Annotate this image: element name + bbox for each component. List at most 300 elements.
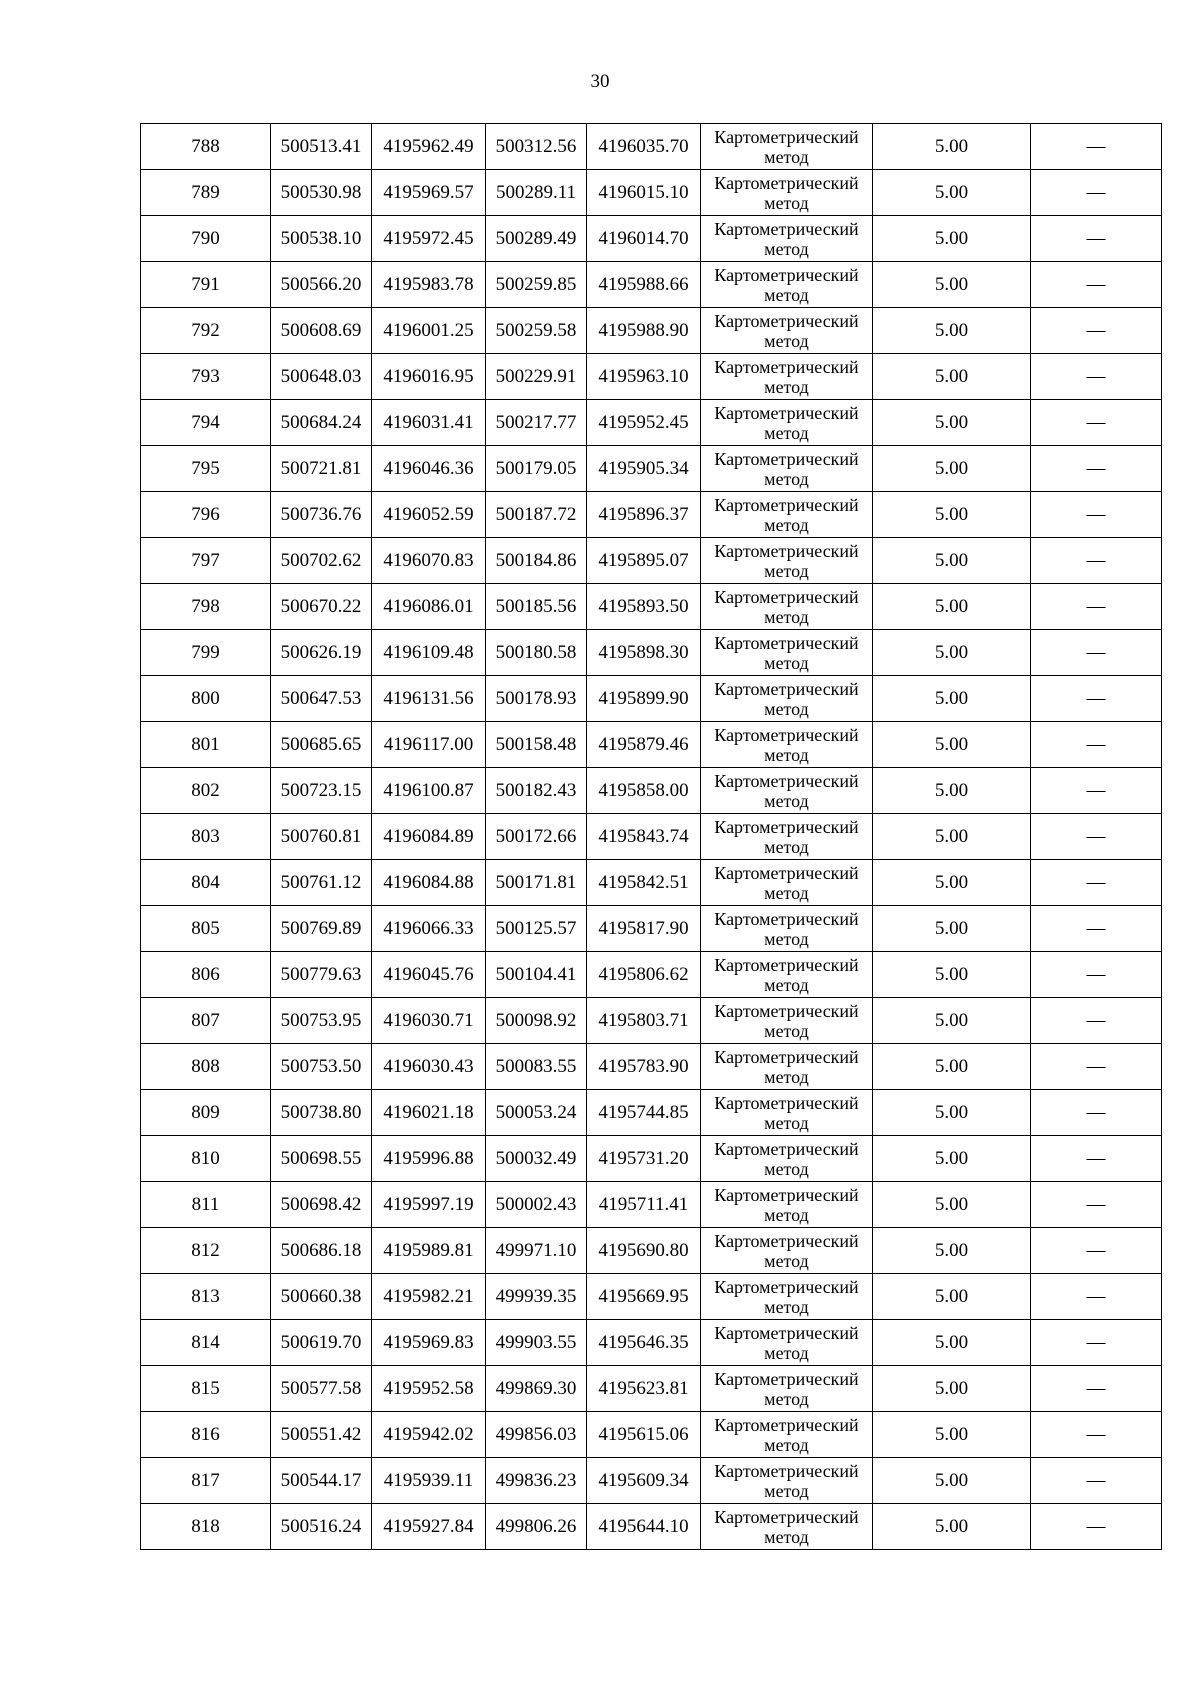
method-text: Картометрический метод bbox=[714, 1368, 859, 1409]
cell-y-coordinate-2: 4195623.81 bbox=[587, 1366, 701, 1412]
cell-x-coordinate-2: 500184.86 bbox=[486, 538, 587, 584]
table-row bbox=[141, 1458, 1162, 1504]
cell-point-number: 814 bbox=[141, 1320, 271, 1366]
cell-accuracy: 5.00 bbox=[873, 952, 1031, 998]
note-dash: — bbox=[1086, 826, 1106, 847]
cell-point-number: 809 bbox=[141, 1090, 271, 1136]
cell-x-coordinate-1: 500736.76 bbox=[271, 492, 372, 538]
cell-y-coordinate-1: 4196131.56 bbox=[372, 676, 486, 722]
cell-accuracy: 5.00 bbox=[873, 906, 1031, 952]
note-dash: — bbox=[1086, 918, 1106, 939]
cell-accuracy: 5.00 bbox=[873, 1090, 1031, 1136]
cell-accuracy: 5.00 bbox=[873, 1136, 1031, 1182]
cell-point-number: 808 bbox=[141, 1044, 271, 1090]
cell-x-coordinate-2: 500083.55 bbox=[486, 1044, 587, 1090]
cell-x-coordinate-2: 499806.26 bbox=[486, 1504, 587, 1550]
table-row bbox=[141, 216, 1162, 262]
cell-point-number: 793 bbox=[141, 354, 271, 400]
cell-x-coordinate-1: 500619.70 bbox=[271, 1320, 372, 1366]
cell-x-coordinate-2: 500158.48 bbox=[486, 722, 587, 768]
note-dash: — bbox=[1086, 1424, 1106, 1445]
cell-method bbox=[701, 1412, 873, 1458]
cell-x-coordinate-1: 500753.50 bbox=[271, 1044, 372, 1090]
method-text: Картометрический метод bbox=[714, 770, 859, 811]
cell-x-coordinate-2: 500178.93 bbox=[486, 676, 587, 722]
cell-point-number: 810 bbox=[141, 1136, 271, 1182]
cell-y-coordinate-1: 4195942.02 bbox=[372, 1412, 486, 1458]
cell-y-coordinate-1: 4196084.89 bbox=[372, 814, 486, 860]
table-row bbox=[141, 1366, 1162, 1412]
cell-x-coordinate-2: 500259.58 bbox=[486, 308, 587, 354]
cell-y-coordinate-1: 4195989.81 bbox=[372, 1228, 486, 1274]
cell-point-number: 789 bbox=[141, 170, 271, 216]
cell-point-number: 817 bbox=[141, 1458, 271, 1504]
method-text: Картометрический метод bbox=[714, 632, 859, 673]
cell-accuracy: 5.00 bbox=[873, 124, 1031, 170]
cell-accuracy: 5.00 bbox=[873, 492, 1031, 538]
note-dash: — bbox=[1086, 596, 1106, 617]
cell-method bbox=[701, 262, 873, 308]
cell-point-number: 788 bbox=[141, 124, 271, 170]
cell-note bbox=[1031, 538, 1162, 584]
cell-note bbox=[1031, 1320, 1162, 1366]
cell-accuracy: 5.00 bbox=[873, 676, 1031, 722]
cell-y-coordinate-2: 4195842.51 bbox=[587, 860, 701, 906]
table-row bbox=[141, 400, 1162, 446]
method-text: Картометрический метод bbox=[714, 540, 859, 581]
cell-x-coordinate-1: 500538.10 bbox=[271, 216, 372, 262]
cell-point-number: 791 bbox=[141, 262, 271, 308]
cell-accuracy: 5.00 bbox=[873, 584, 1031, 630]
table-row bbox=[141, 1274, 1162, 1320]
cell-note bbox=[1031, 584, 1162, 630]
cell-y-coordinate-2: 4195731.20 bbox=[587, 1136, 701, 1182]
cell-y-coordinate-2: 4195744.85 bbox=[587, 1090, 701, 1136]
cell-point-number: 805 bbox=[141, 906, 271, 952]
cell-y-coordinate-2: 4195988.66 bbox=[587, 262, 701, 308]
table-row bbox=[141, 170, 1162, 216]
method-text: Картометрический метод bbox=[714, 172, 859, 213]
cell-method bbox=[701, 446, 873, 492]
cell-note bbox=[1031, 124, 1162, 170]
cell-y-coordinate-2: 4195783.90 bbox=[587, 1044, 701, 1090]
cell-method bbox=[701, 814, 873, 860]
note-dash: — bbox=[1086, 412, 1106, 433]
cell-x-coordinate-1: 500516.24 bbox=[271, 1504, 372, 1550]
cell-y-coordinate-1: 4196070.83 bbox=[372, 538, 486, 584]
note-dash: — bbox=[1086, 366, 1106, 387]
cell-point-number: 815 bbox=[141, 1366, 271, 1412]
cell-y-coordinate-2: 4195893.50 bbox=[587, 584, 701, 630]
table-row bbox=[141, 1504, 1162, 1550]
cell-note bbox=[1031, 952, 1162, 998]
cell-x-coordinate-2: 499869.30 bbox=[486, 1366, 587, 1412]
cell-point-number: 807 bbox=[141, 998, 271, 1044]
cell-method bbox=[701, 354, 873, 400]
table-row bbox=[141, 262, 1162, 308]
cell-point-number: 802 bbox=[141, 768, 271, 814]
note-dash: — bbox=[1086, 182, 1106, 203]
cell-method bbox=[701, 1504, 873, 1550]
cell-accuracy: 5.00 bbox=[873, 1228, 1031, 1274]
cell-x-coordinate-1: 500723.15 bbox=[271, 768, 372, 814]
note-dash: — bbox=[1086, 550, 1106, 571]
cell-y-coordinate-2: 4195899.90 bbox=[587, 676, 701, 722]
cell-y-coordinate-1: 4195939.11 bbox=[372, 1458, 486, 1504]
note-dash: — bbox=[1086, 1148, 1106, 1169]
cell-note bbox=[1031, 998, 1162, 1044]
cell-method bbox=[701, 1182, 873, 1228]
table-row bbox=[141, 722, 1162, 768]
cell-x-coordinate-2: 500312.56 bbox=[486, 124, 587, 170]
table-row bbox=[141, 1320, 1162, 1366]
cell-accuracy: 5.00 bbox=[873, 814, 1031, 860]
cell-accuracy: 5.00 bbox=[873, 354, 1031, 400]
method-text: Картометрический метод bbox=[714, 586, 859, 627]
cell-x-coordinate-2: 500172.66 bbox=[486, 814, 587, 860]
cell-y-coordinate-1: 4196066.33 bbox=[372, 906, 486, 952]
cell-y-coordinate-1: 4196030.43 bbox=[372, 1044, 486, 1090]
cell-note bbox=[1031, 400, 1162, 446]
cell-note bbox=[1031, 1504, 1162, 1550]
cell-method bbox=[701, 1044, 873, 1090]
cell-y-coordinate-1: 4196084.88 bbox=[372, 860, 486, 906]
method-text: Картометрический метод bbox=[714, 1460, 859, 1501]
cell-y-coordinate-2: 4195806.62 bbox=[587, 952, 701, 998]
note-dash: — bbox=[1086, 1332, 1106, 1353]
cell-x-coordinate-2: 500187.72 bbox=[486, 492, 587, 538]
method-text: Картометрический метод bbox=[714, 816, 859, 857]
cell-note bbox=[1031, 1044, 1162, 1090]
cell-point-number: 795 bbox=[141, 446, 271, 492]
cell-x-coordinate-1: 500660.38 bbox=[271, 1274, 372, 1320]
cell-method bbox=[701, 538, 873, 584]
note-dash: — bbox=[1086, 688, 1106, 709]
cell-method bbox=[701, 492, 873, 538]
cell-method bbox=[701, 170, 873, 216]
cell-y-coordinate-2: 4196035.70 bbox=[587, 124, 701, 170]
cell-x-coordinate-2: 500179.05 bbox=[486, 446, 587, 492]
cell-note bbox=[1031, 1136, 1162, 1182]
cell-point-number: 797 bbox=[141, 538, 271, 584]
method-text: Картометрический метод bbox=[714, 1092, 859, 1133]
cell-note bbox=[1031, 1274, 1162, 1320]
cell-point-number: 818 bbox=[141, 1504, 271, 1550]
table-row bbox=[141, 446, 1162, 492]
cell-y-coordinate-1: 4195982.21 bbox=[372, 1274, 486, 1320]
cell-method bbox=[701, 1136, 873, 1182]
cell-accuracy: 5.00 bbox=[873, 1412, 1031, 1458]
cell-x-coordinate-1: 500738.80 bbox=[271, 1090, 372, 1136]
note-dash: — bbox=[1086, 734, 1106, 755]
cell-note bbox=[1031, 308, 1162, 354]
cell-point-number: 811 bbox=[141, 1182, 271, 1228]
cell-accuracy: 5.00 bbox=[873, 998, 1031, 1044]
method-text: Картометрический метод bbox=[714, 310, 859, 351]
note-dash: — bbox=[1086, 1516, 1106, 1537]
cell-point-number: 796 bbox=[141, 492, 271, 538]
method-text: Картометрический метод bbox=[714, 1000, 859, 1041]
cell-method bbox=[701, 400, 873, 446]
cell-y-coordinate-2: 4195896.37 bbox=[587, 492, 701, 538]
cell-accuracy: 5.00 bbox=[873, 860, 1031, 906]
cell-x-coordinate-1: 500513.41 bbox=[271, 124, 372, 170]
cell-y-coordinate-2: 4195879.46 bbox=[587, 722, 701, 768]
cell-method bbox=[701, 952, 873, 998]
table-body bbox=[141, 124, 1162, 1550]
table-row bbox=[141, 906, 1162, 952]
cell-method bbox=[701, 676, 873, 722]
cell-note bbox=[1031, 446, 1162, 492]
cell-x-coordinate-2: 499939.35 bbox=[486, 1274, 587, 1320]
cell-y-coordinate-1: 4195997.19 bbox=[372, 1182, 486, 1228]
note-dash: — bbox=[1086, 228, 1106, 249]
method-text: Картометрический метод bbox=[714, 1414, 859, 1455]
cell-x-coordinate-2: 500171.81 bbox=[486, 860, 587, 906]
note-dash: — bbox=[1086, 1010, 1106, 1031]
note-dash: — bbox=[1086, 504, 1106, 525]
table-row bbox=[141, 1044, 1162, 1090]
cell-y-coordinate-2: 4195952.45 bbox=[587, 400, 701, 446]
cell-y-coordinate-1: 4195996.88 bbox=[372, 1136, 486, 1182]
cell-method bbox=[701, 906, 873, 952]
table-row bbox=[141, 584, 1162, 630]
cell-point-number: 799 bbox=[141, 630, 271, 676]
cell-y-coordinate-2: 4195817.90 bbox=[587, 906, 701, 952]
note-dash: — bbox=[1086, 136, 1106, 157]
cell-point-number: 792 bbox=[141, 308, 271, 354]
method-text: Картометрический метод bbox=[714, 862, 859, 903]
note-dash: — bbox=[1086, 274, 1106, 295]
cell-point-number: 798 bbox=[141, 584, 271, 630]
cell-note bbox=[1031, 354, 1162, 400]
cell-accuracy: 5.00 bbox=[873, 768, 1031, 814]
cell-accuracy: 5.00 bbox=[873, 722, 1031, 768]
cell-accuracy: 5.00 bbox=[873, 170, 1031, 216]
cell-y-coordinate-1: 4195927.84 bbox=[372, 1504, 486, 1550]
cell-y-coordinate-1: 4196001.25 bbox=[372, 308, 486, 354]
cell-x-coordinate-2: 500182.43 bbox=[486, 768, 587, 814]
cell-x-coordinate-2: 500229.91 bbox=[486, 354, 587, 400]
cell-note bbox=[1031, 1412, 1162, 1458]
note-dash: — bbox=[1086, 320, 1106, 341]
cell-method bbox=[701, 722, 873, 768]
table-row bbox=[141, 1136, 1162, 1182]
cell-x-coordinate-1: 500608.69 bbox=[271, 308, 372, 354]
cell-accuracy: 5.00 bbox=[873, 1366, 1031, 1412]
cell-y-coordinate-1: 4196045.76 bbox=[372, 952, 486, 998]
note-dash: — bbox=[1086, 872, 1106, 893]
cell-y-coordinate-2: 4195843.74 bbox=[587, 814, 701, 860]
cell-note bbox=[1031, 814, 1162, 860]
cell-note bbox=[1031, 1182, 1162, 1228]
cell-x-coordinate-1: 500721.81 bbox=[271, 446, 372, 492]
cell-x-coordinate-1: 500648.03 bbox=[271, 354, 372, 400]
cell-method bbox=[701, 216, 873, 262]
cell-x-coordinate-2: 499903.55 bbox=[486, 1320, 587, 1366]
cell-accuracy: 5.00 bbox=[873, 538, 1031, 584]
coordinates-table bbox=[140, 123, 1162, 1550]
cell-x-coordinate-1: 500686.18 bbox=[271, 1228, 372, 1274]
cell-x-coordinate-2: 500125.57 bbox=[486, 906, 587, 952]
cell-y-coordinate-1: 4195952.58 bbox=[372, 1366, 486, 1412]
method-text: Картометрический метод bbox=[714, 1230, 859, 1271]
cell-note bbox=[1031, 1366, 1162, 1412]
cell-x-coordinate-2: 500098.92 bbox=[486, 998, 587, 1044]
note-dash: — bbox=[1086, 1240, 1106, 1261]
table-row bbox=[141, 124, 1162, 170]
cell-y-coordinate-1: 4195969.57 bbox=[372, 170, 486, 216]
cell-x-coordinate-2: 500104.41 bbox=[486, 952, 587, 998]
note-dash: — bbox=[1086, 1056, 1106, 1077]
cell-x-coordinate-2: 500289.49 bbox=[486, 216, 587, 262]
cell-method bbox=[701, 1090, 873, 1136]
cell-x-coordinate-1: 500566.20 bbox=[271, 262, 372, 308]
cell-x-coordinate-1: 500698.42 bbox=[271, 1182, 372, 1228]
method-text: Картометрический метод bbox=[714, 1046, 859, 1087]
cell-x-coordinate-1: 500544.17 bbox=[271, 1458, 372, 1504]
table-row bbox=[141, 1412, 1162, 1458]
cell-note bbox=[1031, 906, 1162, 952]
cell-point-number: 804 bbox=[141, 860, 271, 906]
cell-method bbox=[701, 308, 873, 354]
cell-method bbox=[701, 768, 873, 814]
method-text: Картометрический метод bbox=[714, 448, 859, 489]
cell-x-coordinate-2: 500217.77 bbox=[486, 400, 587, 446]
cell-x-coordinate-1: 500698.55 bbox=[271, 1136, 372, 1182]
cell-accuracy: 5.00 bbox=[873, 400, 1031, 446]
cell-x-coordinate-1: 500779.63 bbox=[271, 952, 372, 998]
method-text: Картометрический метод bbox=[714, 1138, 859, 1179]
note-dash: — bbox=[1086, 1194, 1106, 1215]
cell-method bbox=[701, 998, 873, 1044]
cell-y-coordinate-1: 4196030.71 bbox=[372, 998, 486, 1044]
table-row bbox=[141, 308, 1162, 354]
cell-point-number: 812 bbox=[141, 1228, 271, 1274]
cell-y-coordinate-1: 4196117.00 bbox=[372, 722, 486, 768]
method-text: Картометрический метод bbox=[714, 908, 859, 949]
cell-note bbox=[1031, 768, 1162, 814]
cell-method bbox=[701, 1274, 873, 1320]
cell-point-number: 800 bbox=[141, 676, 271, 722]
cell-x-coordinate-1: 500761.12 bbox=[271, 860, 372, 906]
cell-x-coordinate-1: 500769.89 bbox=[271, 906, 372, 952]
method-text: Картометрический метод bbox=[714, 678, 859, 719]
cell-point-number: 816 bbox=[141, 1412, 271, 1458]
method-text: Картометрический метод bbox=[714, 1322, 859, 1363]
cell-note bbox=[1031, 860, 1162, 906]
cell-method bbox=[701, 1228, 873, 1274]
cell-y-coordinate-2: 4196014.70 bbox=[587, 216, 701, 262]
cell-y-coordinate-1: 4195962.49 bbox=[372, 124, 486, 170]
cell-accuracy: 5.00 bbox=[873, 446, 1031, 492]
cell-y-coordinate-2: 4195644.10 bbox=[587, 1504, 701, 1550]
note-dash: — bbox=[1086, 780, 1106, 801]
cell-accuracy: 5.00 bbox=[873, 1274, 1031, 1320]
table-row bbox=[141, 1090, 1162, 1136]
cell-y-coordinate-1: 4196086.01 bbox=[372, 584, 486, 630]
cell-point-number: 794 bbox=[141, 400, 271, 446]
method-text: Картометрический метод bbox=[714, 218, 859, 259]
note-dash: — bbox=[1086, 1286, 1106, 1307]
table-row bbox=[141, 860, 1162, 906]
cell-accuracy: 5.00 bbox=[873, 1182, 1031, 1228]
cell-x-coordinate-1: 500530.98 bbox=[271, 170, 372, 216]
note-dash: — bbox=[1086, 964, 1106, 985]
table-row bbox=[141, 998, 1162, 1044]
cell-x-coordinate-2: 499856.03 bbox=[486, 1412, 587, 1458]
cell-x-coordinate-2: 499971.10 bbox=[486, 1228, 587, 1274]
note-dash: — bbox=[1086, 1470, 1106, 1491]
cell-x-coordinate-1: 500753.95 bbox=[271, 998, 372, 1044]
table-row bbox=[141, 814, 1162, 860]
cell-y-coordinate-2: 4196015.10 bbox=[587, 170, 701, 216]
cell-note bbox=[1031, 1090, 1162, 1136]
table-row bbox=[141, 538, 1162, 584]
table-row bbox=[141, 492, 1162, 538]
cell-x-coordinate-1: 500684.24 bbox=[271, 400, 372, 446]
cell-note bbox=[1031, 216, 1162, 262]
cell-y-coordinate-2: 4195988.90 bbox=[587, 308, 701, 354]
cell-y-coordinate-2: 4195690.80 bbox=[587, 1228, 701, 1274]
cell-note bbox=[1031, 676, 1162, 722]
cell-accuracy: 5.00 bbox=[873, 630, 1031, 676]
cell-y-coordinate-1: 4196016.95 bbox=[372, 354, 486, 400]
method-text: Картометрический метод bbox=[714, 264, 859, 305]
cell-note bbox=[1031, 262, 1162, 308]
cell-accuracy: 5.00 bbox=[873, 216, 1031, 262]
cell-accuracy: 5.00 bbox=[873, 1458, 1031, 1504]
method-text: Картометрический метод bbox=[714, 724, 859, 765]
cell-point-number: 806 bbox=[141, 952, 271, 998]
cell-point-number: 803 bbox=[141, 814, 271, 860]
cell-x-coordinate-2: 500032.49 bbox=[486, 1136, 587, 1182]
cell-method bbox=[701, 1320, 873, 1366]
cell-y-coordinate-1: 4196021.18 bbox=[372, 1090, 486, 1136]
cell-note bbox=[1031, 1228, 1162, 1274]
cell-y-coordinate-1: 4196100.87 bbox=[372, 768, 486, 814]
cell-x-coordinate-1: 500702.62 bbox=[271, 538, 372, 584]
method-text: Картометрический метод bbox=[714, 402, 859, 443]
cell-method bbox=[701, 1458, 873, 1504]
cell-y-coordinate-2: 4195711.41 bbox=[587, 1182, 701, 1228]
cell-note bbox=[1031, 1458, 1162, 1504]
cell-x-coordinate-1: 500670.22 bbox=[271, 584, 372, 630]
cell-x-coordinate-2: 500289.11 bbox=[486, 170, 587, 216]
table-row bbox=[141, 1182, 1162, 1228]
cell-y-coordinate-2: 4195905.34 bbox=[587, 446, 701, 492]
cell-method bbox=[701, 124, 873, 170]
method-text: Картометрический метод bbox=[714, 1506, 859, 1547]
cell-method bbox=[701, 584, 873, 630]
cell-accuracy: 5.00 bbox=[873, 1320, 1031, 1366]
cell-method bbox=[701, 630, 873, 676]
cell-x-coordinate-2: 500053.24 bbox=[486, 1090, 587, 1136]
method-text: Картометрический метод bbox=[714, 356, 859, 397]
cell-accuracy: 5.00 bbox=[873, 1044, 1031, 1090]
cell-y-coordinate-1: 4196052.59 bbox=[372, 492, 486, 538]
cell-point-number: 801 bbox=[141, 722, 271, 768]
method-text: Картометрический метод bbox=[714, 126, 859, 167]
cell-y-coordinate-2: 4195615.06 bbox=[587, 1412, 701, 1458]
cell-note bbox=[1031, 170, 1162, 216]
table-row bbox=[141, 630, 1162, 676]
cell-x-coordinate-1: 500577.58 bbox=[271, 1366, 372, 1412]
table-row bbox=[141, 354, 1162, 400]
cell-x-coordinate-2: 500002.43 bbox=[486, 1182, 587, 1228]
cell-method bbox=[701, 1366, 873, 1412]
cell-x-coordinate-1: 500647.53 bbox=[271, 676, 372, 722]
